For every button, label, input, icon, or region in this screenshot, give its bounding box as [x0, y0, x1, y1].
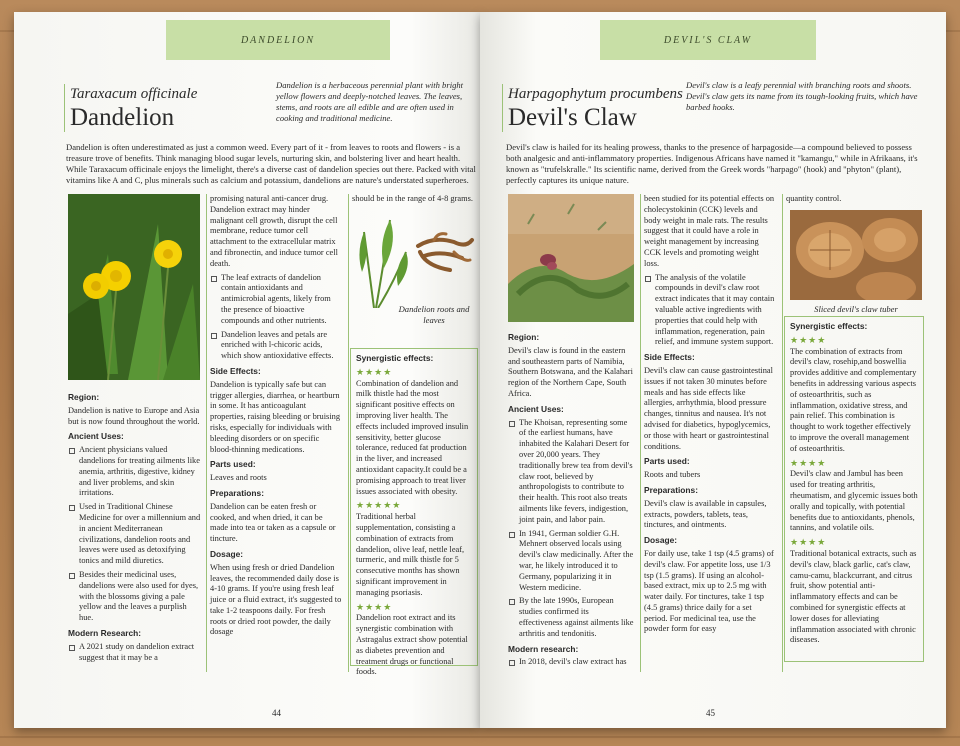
right-page — [480, 12, 946, 728]
title-rule — [64, 84, 65, 132]
list-item: Used in Traditional Chinese Medicine for over a millennium and in ancient Mediterranean civilizations, dandelion roots and leaves were used as detoxifying tonics and mild diuretics. — [68, 502, 202, 567]
latin-name: Taraxacum officinale — [70, 86, 198, 102]
parts-heading: Parts used: — [644, 456, 690, 467]
side-effects-text: Dandelion is typically safe but can trigger allergies, diarrhea, or heartburn in some. It has anticoagulant properties, raising bleeding or bruising risks, especially for individuals with bleeding disorders or on specific blood-thinning medications. — [210, 379, 341, 454]
modern-continued: promising natural anti-cancer drug. Dandelion extract may hinder malignant cell growth, disrupt the cell membrane, reduce tumor cell attachment to the extracellular matrix and fibronectin, and induce tumor cell death. — [210, 194, 338, 268]
synergistic-text: Combination of dandelion and milk thistle had the most significant positive effects on improving liver health. The effects included improved insulin sensitivity, better glucose tolerance, reduced fat production in the liver, and increased antioxidant capacity.It could be a promising approach to treat liver issues associated with obesity. — [356, 378, 469, 496]
right-column-1 — [508, 332, 634, 671]
synergistic-text: Devil's claw and Jambul has been used for treating arthritis, rheumatism, and glycemic issues both orally and topically, with potential benefits due to antioxidants, phenols, tannins, and volatile oils. — [790, 469, 918, 533]
synergistic-text: Traditional herbal supplementation, consisting a combination of extracts from dandelion, olive leaf, nettle leaf, turmeric, and milk thistle for 5 consecutive months has shown significant improvement in managing psoriasis. — [356, 512, 465, 597]
preparations-heading: Preparations: — [210, 487, 264, 498]
star-rating: ★★★★ — [356, 366, 393, 377]
star-rating: ★★★★ — [790, 334, 827, 345]
book-spread — [14, 12, 946, 732]
left-column-3 — [352, 194, 476, 208]
modern-heading: Modern research: — [508, 643, 579, 654]
left-page — [14, 12, 480, 728]
star-rating: ★★★★ — [790, 537, 827, 548]
preparations-heading: Preparations: — [644, 484, 698, 495]
region-heading: Region: — [508, 332, 540, 342]
star-rating: ★★★★ — [790, 457, 827, 468]
page-number: 45 — [706, 708, 715, 718]
page-title: Dandelion — [70, 104, 175, 131]
intro-paragraph: Devil's claw is hailed for its healing prowess, thanks to the presence of harpagoside—a compound believed to possess both analgesic and anti-inflammatory properties. Indigenous Africans have named it "kamangu," while in Afrikaans, it's known as "trufelskralle." Its scientific name, derived from the Greek words "harpago" (hook) and "phyton" (plant), perfectly captures its unique nature. — [506, 142, 918, 185]
synergistic-box — [350, 348, 478, 677]
list-item: In 1941, German soldier G.H. Mehnert observed locals using devil's claw medicinally. After the war, he likely introduced it to Germany, popularizing it in Western medicine. — [508, 529, 634, 594]
column-divider — [640, 194, 641, 672]
modern-heading: Modern Research: — [68, 627, 142, 638]
right-column-3 — [786, 194, 922, 208]
dosage-continued: quantity control. — [786, 194, 842, 203]
region-heading: Region: — [68, 392, 100, 402]
list-item: Dandelion leaves and petals are enriched with l-chicoric acids, which show antioxidative effects. — [210, 330, 342, 362]
dandelion-photo — [68, 194, 200, 380]
image-caption: Dandelion roots and leaves — [398, 304, 470, 325]
intro-italic: Dandelion is a herbaceous perennial plant with bright yellow flowers and deeply-notched leaves. The leaves, stems, and roots are all edible and are often used in cooking and traditional medicine. — [276, 80, 464, 123]
synergistic-text: Dandelion root extract and its synergistic combination with Astragalus extract show potential as diabetes prevention and treatment drugs or functional foods. — [356, 613, 468, 677]
parts-heading: Parts used: — [210, 459, 256, 470]
list-item: The Khoisan, representing some of the earliest humans, have inhabited the Kalahari Desert for over 20,000 years. They traditionally brew tea from devil's claw root, believed by anthropologists to contribute to their health. This root also treats ailments like fevers, indigestion, joint pain, and labor pain. — [508, 418, 634, 526]
synergistic-heading: Synergistic effects: — [356, 353, 434, 363]
dosage-continued: should be in the range of 4-8 grams. — [352, 194, 473, 203]
dosage-text: For daily use, take 1 tsp (4.5 grams) of devil's claw. For appetite loss, use 1/3 tsp (1.5 grams). If using an alcohol-based extract, mix up to 2.5 mg with water daily. For tinctures, take 1 tsp (4.5 grams) thrice daily for a set period. For medicinal tea, use the powder form for easy — [644, 548, 774, 634]
ancient-heading: Ancient Uses: — [68, 431, 124, 442]
right-column-2 — [644, 194, 776, 638]
list-item: The leaf extracts of dandelion contain antioxidants and antimicrobial agents, likely from the presence of bioactive compounds and other nutrients. — [210, 273, 342, 327]
preparations-text: Dandelion can be eaten fresh or cooked, and when dried, it can be made into tea or taken as a capsule or tincture. — [210, 501, 336, 544]
left-column-1 — [68, 388, 202, 666]
tuber-photo — [790, 210, 922, 300]
synergistic-box — [784, 316, 924, 662]
list-item: A 2021 study on dandelion extract suggest that it may be a — [68, 642, 202, 664]
column-divider — [782, 194, 783, 672]
list-item: Ancient physicians valued dandelions for treating ailments like anemia, arthritis, digestive, kidney and liver problems, and skin irritations. — [68, 445, 202, 499]
dosage-text: When using fresh or dried Dandelion leaves, the recommended daily dose is 4-10 grams. If you're using fresh leaf juice or a fluid extract, it's suggested to take 1-2 teaspoons daily. For fresh roots or dried root powder, the daily dosage — [210, 562, 342, 637]
list-item: The analysis of the volatile compounds in devil's claw root extract indicates that it may contain valuable active ingredients with properties that could help with inflammation, regeneration, pain relief, and immune system support. — [644, 273, 776, 349]
side-effects-text: Devil's claw can cause gastrointestinal issues if not taken 30 minutes before meals and has side effects like allergies, arrhythmia, blood pressure changes, tinnitus and nausea. It's not advised for diabetics, hypoglycemics, or those with heart or gastrointestinal conditions. — [644, 365, 773, 451]
synergistic-text: The combination of extracts from devil's claw, rosehip,and boswellia provides additive and complementary benefits in addressing various aspects of osteoarthritis, such as inflammation, oxidative stress, and pain relief. This combination is thought to work together effectively to improve the overall management of osteoarthritis. — [790, 346, 917, 453]
region-text: Devil's claw is found in the eastern and southeastern parts of Namibia, Southern Botswana, and the Kalahari region of the Northern Cape, South Africa. — [508, 345, 633, 398]
list-item: Besides their medicinal uses, dandelions were also used for dyes, with the blossoms giving a pale yellow and the leaves a purplish hue. — [68, 570, 202, 624]
intro-italic: Devil's claw is a leafy perennial with branching roots and shoots. Devil's claw gets its name from its tough-looking fruits, which have barbed hooks. — [686, 80, 918, 112]
side-effects-heading: Side Effects: — [210, 365, 261, 376]
list-item: In 2018, devil's claw extract has — [508, 657, 634, 668]
parts-text: Roots and tubers — [644, 470, 701, 480]
dandelion-roots-illustration — [354, 212, 476, 308]
region-text: Dandelion is native to Europe and Asia but is now found throughout the world. — [68, 405, 200, 426]
synergistic-text: Traditional botanical extracts, such as devil's claw, black garlic, cat's claw, camu-camu, blackcurrant, and citrus fruit, show potential anti-inflammatory effects and can be combined for synergistic effects at lower doses for alleviating inflammation associated with chronic diseases. — [790, 548, 917, 645]
devils-claw-photo — [508, 194, 634, 322]
page-number: 44 — [272, 708, 281, 718]
intro-paragraph: Dandelion is often underestimated as just a common weed. Every part of it - from leaves to roots and flowers - is a treasure trove of benefits. Think managing blood sugar levels, nurturing skin, and bolstering liver and heart health. While Taraxacum officinale enjoys the limelight, there's a diverse cast of dandelion species out there. Packed with vital vitamins like A and C, plus minerals such as calcium and potassium, dandelions are nature's understated superheroes. — [66, 142, 476, 185]
synergistic-heading: Synergistic effects: — [790, 321, 868, 331]
column-divider — [206, 194, 207, 672]
dosage-heading: Dosage: — [210, 548, 244, 559]
left-column-2 — [210, 194, 342, 641]
modern-continued: been studied for its potential effects on cholecystokinin (CCK) levels and body weight in male rats. The results suggest that it could have a role in weight management by increasing CCK levels and promoting weight loss. — [644, 194, 775, 268]
parts-text: Leaves and roots — [210, 473, 267, 483]
dosage-heading: Dosage: — [644, 535, 678, 546]
column-divider — [348, 194, 349, 672]
ancient-heading: Ancient Uses: — [508, 403, 564, 414]
list-item: By the late 1990s, European studies confirmed its effectiveness against ailments like arthritis and tendonitis. — [508, 596, 634, 639]
side-effects-heading: Side Effects: — [644, 352, 695, 363]
preparations-text: Devil's claw is available in capsules, extracts, powders, tablets, teas, tinctures, and ointments. — [644, 498, 767, 530]
latin-name: Harpagophytum procumbens — [508, 86, 683, 102]
chapter-tab: DANDELION — [166, 20, 390, 60]
image-caption: Sliced devil's claw tuber — [814, 304, 898, 314]
star-rating: ★★★★★ — [356, 500, 402, 511]
star-rating: ★★★★ — [356, 601, 393, 612]
page-title: Devil's Claw — [508, 104, 637, 131]
title-rule — [502, 84, 503, 132]
chapter-tab: DEVIL'S CLAW — [600, 20, 816, 60]
